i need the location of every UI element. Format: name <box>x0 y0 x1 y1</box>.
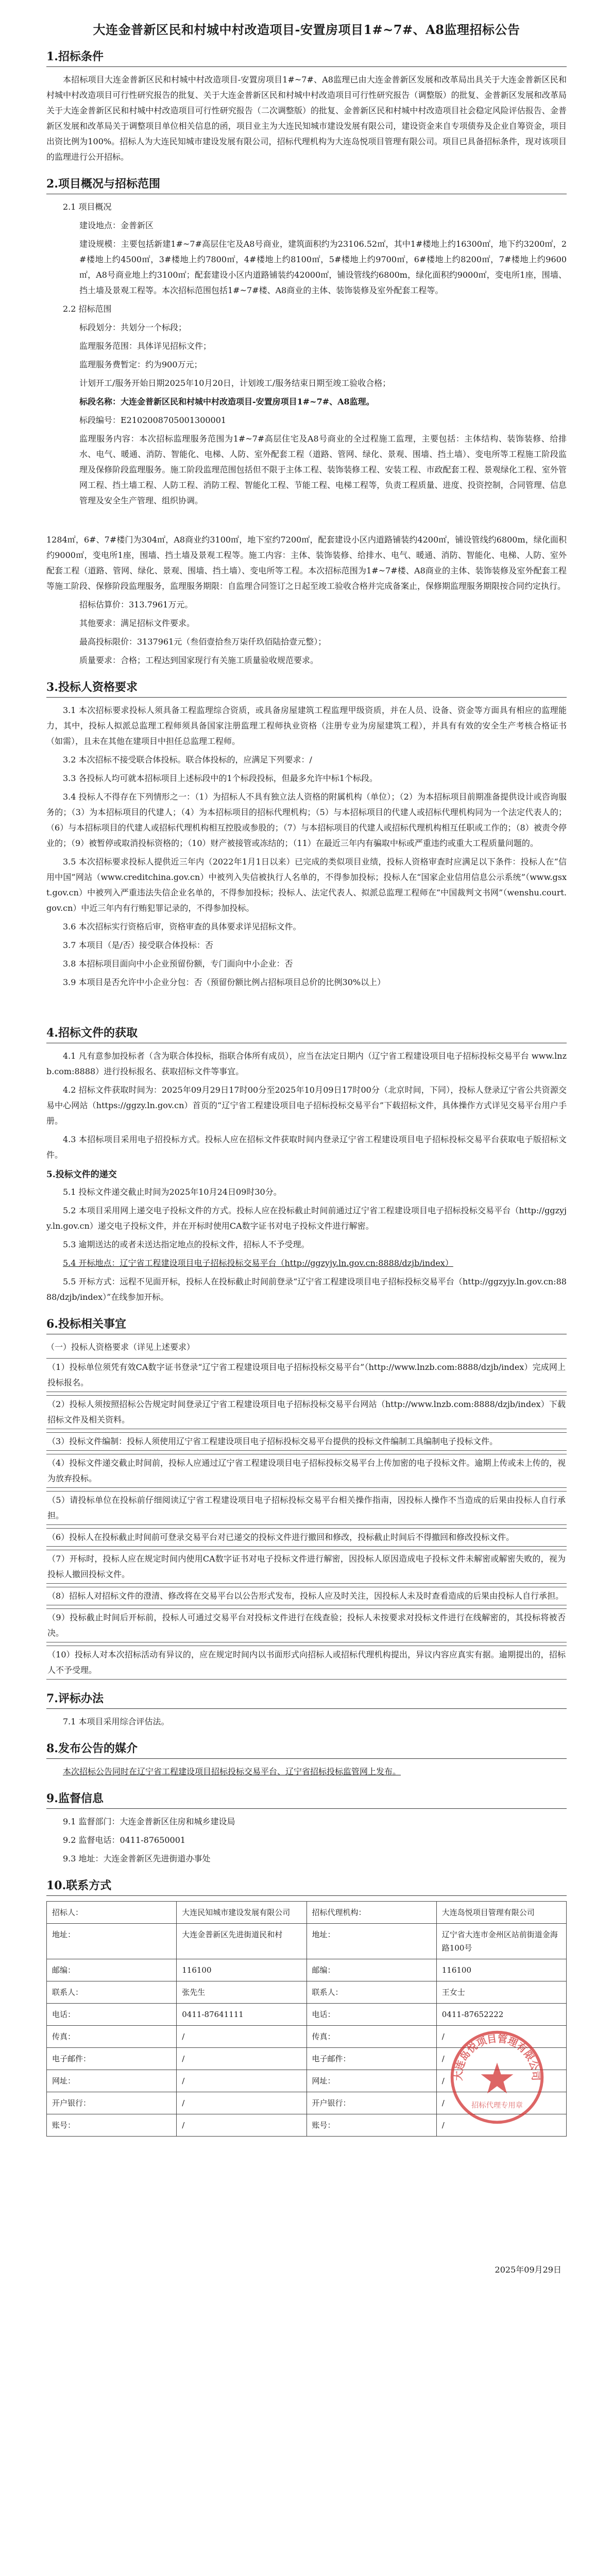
other-requirements: 其他要求：满足招标文件要求。 <box>79 618 195 628</box>
section-heading-1: 1.招标条件 <box>46 45 567 67</box>
supervision-department: 9.1 监督部门：大连金普新区住房和城乡建设局 <box>63 1817 235 1826</box>
contact-value: 辽宁省大连市金州区站前街道金海路100号 <box>436 1924 566 1959</box>
page-title: 大连金普新区民和村城中村改造项目-安置房项目1#~7#、A8监理招标公告 <box>93 22 520 37</box>
obtain-doc-4-1: 4.1 凡有意参加投标者（含为联合体投标，指联合体所有成员），应当在法定日期内（辽宁省工程建设项目电子招标投标交易平台 www.lnzb.com:8888）进行投标报名、获取招标文件等事宜。 <box>46 1051 567 1076</box>
qualification-3-9: 3.9 本项目是否允许中小企业分包：否（预留份额比例占招标项目总价的比例30%以上） <box>63 977 386 987</box>
service-schedule: 计划开工/服务开始日期2025年10月20日，计划竣工/服务结束日期至竣工验收合格； <box>79 378 391 388</box>
company-seal-icon <box>448 2028 546 2126</box>
contact-label: 开户银行： <box>306 2092 436 2114</box>
bid-matter-item: （4）投标文件递交截止时间前，投标人应通过辽宁省工程建设项目电子招标投标交易平台上传加密的电子投标文件。逾期上传或未上传的，视为放弃投标。 <box>46 1454 567 1488</box>
contact-label: 电话： <box>47 2004 177 2026</box>
contact-label: 电子邮件： <box>306 2048 436 2070</box>
qualification-3-6: 3.6 本次招标实行资格后审，资格审查的具体要求详见招标文件。 <box>63 922 301 931</box>
contact-row <box>47 1959 567 1981</box>
section-heading-3: 3.投标人资格要求 <box>46 675 567 698</box>
contact-label: 网址： <box>47 2070 177 2092</box>
lot-name: 标段名称：大连金普新区民和村城中村改造项目-安置房项目1#~7#、A8监理。 <box>79 397 374 406</box>
contact-row <box>47 1981 567 2004</box>
submission-5-3: 5.3 逾期送达的或者未送达指定地点的投标文件，招标人不予受理。 <box>63 1240 310 1249</box>
qualification-3-3: 3.3 各投标人均可就本招标项目上述标段中的1个标段投标，但最多允许中标1个标段。 <box>63 773 378 783</box>
subheading-submission: 5.投标文件的递交 <box>46 1170 117 1180</box>
contact-value: / <box>177 2026 306 2048</box>
section-heading-6: 6.投标相关事宜 <box>46 1312 567 1334</box>
bid-matters-intro: （一）投标人资格要求（详见上述要求） <box>46 1342 195 1352</box>
bid-matter-item: （8）招标人对招标文件的澄清、修改将在交易平台以公告形式发布，投标人应及时关注，因投标人未及时查看造成的后果由投标人自行承担。 <box>46 1587 567 1605</box>
estimated-price: 招标估算价：313.7961万元。 <box>79 600 193 609</box>
bid-matter-item: （9）投标截止时间后开标前，投标人可通过交易平台对投标文件进行在线查验；投标人未按要求对投标文件进行在线解密的，其投标将被否决。 <box>46 1608 567 1642</box>
contact-label: 招标代理机构： <box>306 1902 436 1924</box>
submission-5-1: 5.1 投标文件递交截止时间为2025年10月24日09时30分。 <box>63 1187 282 1197</box>
svg-text:招标代理专用章: 招标代理专用章 <box>471 2101 523 2110</box>
contact-value: 大连金普新区先进街道民和村 <box>177 1924 306 1959</box>
contact-row <box>47 1924 567 1959</box>
section-heading-4: 4.招标文件的获取 <box>46 1021 567 1043</box>
contact-value: / <box>177 2092 306 2114</box>
bid-matter-item: （6）投标人在投标截止时间前可登录交易平台对已递交的投标文件进行撤回和修改，投标截止时间后不得撤回和修改投标文件。 <box>46 1528 567 1547</box>
quality-requirement: 质量要求：合格；工程达到国家现行有关施工质量验收规范要求。 <box>79 655 319 665</box>
service-fee: 监理服务费暂定：约为900万元； <box>79 360 202 369</box>
section-heading-8: 8.发布公告的媒介 <box>46 1737 567 1759</box>
subheading-tender-scope: 2.2 招标范围 <box>63 304 112 314</box>
contact-value: / <box>436 2026 566 2048</box>
contact-label: 电话： <box>306 2004 436 2026</box>
contact-value: / <box>436 2114 566 2137</box>
bid-matter-item: （5）请投标单位在投标前仔细阅读辽宁省工程建设项目电子招标投标交易平台相关操作指南，因投标人操作不当造成的后果由投标人自行承担。 <box>46 1491 567 1525</box>
contact-value: 0411-87652222 <box>436 2004 566 2026</box>
contact-label: 账号： <box>47 2114 177 2137</box>
contact-row <box>47 2004 567 2026</box>
qualification-3-4: 3.4 投标人不得存在下列情形之一：（1）为招标人不具有独立法人资格的附属机构（单位）；（2）为本招标项目前期准备提供设计或咨询服务的；（3）为本招标项目的代建人；（4）为本招标项目的招标代理机构；（5）与本招标项目的代建人或招标代理机构同为一个法定代表人的；（6）与本招标项目的代建人或招标代理机构相互控股或参股的；（7）与本招标项目的代建人或招标代理机构相互任职或工作的；（8）被责令停业的；（9）被暂停或取消投标资格的；（10）财产被接管或冻结的；（11）在最近三年内有骗取中标或严重违约或重大工程质量问题的。 <box>46 792 567 848</box>
supervision-address: 9.3 地址：大连金普新区先进街道办事处 <box>63 1854 211 1863</box>
contact-label: 开户银行： <box>47 2092 177 2114</box>
contact-value: / <box>436 2048 566 2070</box>
submission-5-2: 5.2 本项目采用网上递交电子投标文件的方式。投标人应在投标截止时间前通过辽宁省工程建设项目电子招标投标交易平台（http://ggzyjy.ln.gov.cn）递交电子投标文件，并在开标时使用CA数字证书对电子投标文件进行解密。 <box>46 1206 567 1231</box>
bid-matter-item: （2）投标人须按照招标公告规定时间登录辽宁省工程建设项目电子招标投标交易平台网站（http://www.lnzb.com:8888/dzjb/index）下载招标文件及相关资料。 <box>46 1395 567 1429</box>
bid-matter-item: （1）投标单位须凭有效CA数字证书登录“辽宁省工程建设项目电子招标投标交易平台”（http://www.lnzb.com:8888/dzjb/index）完成网上投标报名。 <box>46 1358 567 1392</box>
contact-value: / <box>177 2070 306 2092</box>
supervision-phone: 9.2 监督电话：0411-87650001 <box>63 1835 186 1845</box>
section-heading-2: 2.项目概况与招标范围 <box>46 172 567 194</box>
obtain-doc-4-3: 4.3 本招标项目采用电子招投标方式。投标人应在招标文件获取时间内登录辽宁省工程建设项目电子招标投标交易平台获取电子版招标文件。 <box>46 1134 567 1160</box>
contact-value: 116100 <box>177 1959 306 1981</box>
contact-value: / <box>436 2092 566 2114</box>
submission-5-5: 5.5 开标方式：远程不见面开标，投标人在投标截止时间前登录“辽宁省工程建设项目电子招标投标交易平台（http://ggzyjy.ln.gov.cn:8888/dzjb/index）”在线参加开标。 <box>46 1277 567 1302</box>
contact-value: / <box>177 2048 306 2070</box>
contact-value: 王女士 <box>436 1981 566 2004</box>
contact-label: 网址： <box>306 2070 436 2092</box>
contact-value: 大连岛悦项目管理有限公司 <box>436 1902 566 1924</box>
lot-service-content: 监理服务内容：本次招标监理服务范围为1#~7#高层住宅及A8号商业的全过程施工监理，主要包括：主体结构、装饰装修、给排水、电气、暖通、消防、智能化、电梯、人防、室外配套工程（道路、管网、绿化、景观、围墙、挡土墙）、变电所等工程施工阶段监理及保修阶段监理服务。施工阶段监理范围包括但不限于主体工程、装饰装修工程、安装工程、市政配套工程、景观绿化工程、室外管网工程、挡土墙工程、人防工程、消防工程、智能化工程、节能工程、电梯工程等，负责工程质量、进度、投资控制，合同管理、信息管理及安全生产管理、组织协调。 <box>79 434 567 505</box>
service-scope: 监理服务范围：具体详见招标文件； <box>79 341 212 351</box>
contact-label: 传真： <box>47 2026 177 2048</box>
publication-media: 本次招标公告同时在辽宁省工程建设项目招标投标交易平台、辽宁省招标投标监管网上发布。 <box>63 1767 401 1776</box>
contact-value: 116100 <box>436 1959 566 1981</box>
contact-value: 大连民知城市建设发展有限公司 <box>177 1902 306 1924</box>
qualification-3-7: 3.7 本项目（是/否）接受联合体投标：否 <box>63 940 213 950</box>
qualification-3-2: 3.2 本次招标不接受联合体投标。联合体投标的，应满足下列要求：/ <box>63 755 312 765</box>
bid-matter-item: （3）投标文件编制：投标人须使用辽宁省工程建设项目电子招标投标交易平台提供的投标文件编制工具编制电子投标文件。 <box>46 1432 567 1451</box>
contact-label: 邮编： <box>47 1959 177 1981</box>
qualification-3-8: 3.8 本招标项目面向中小企业预留份额，专门面向中小企业：否 <box>63 959 293 969</box>
evaluation-method: 7.1 本项目采用综合评估法。 <box>63 1717 169 1726</box>
contact-label: 电子邮件： <box>47 2048 177 2070</box>
contact-label: 账号： <box>306 2114 436 2137</box>
contact-value: 张先生 <box>177 1981 306 2004</box>
contact-value: / <box>177 2114 306 2137</box>
contact-value: 0411-87641111 <box>177 2004 306 2026</box>
contact-label: 地址： <box>306 1924 436 1959</box>
construction-scale: 建设规模：主要包括新建1#~7#高层住宅及A8号商业，建筑面积约为23106.52㎡，其中1#楼地上约16300㎡，地下约3200㎡，2#楼地上约4500㎡，3#楼地上约7800㎡，4#楼地上约8100㎡，5#楼地上约9700㎡，6#楼地上约8200㎡，7#楼地上约9600㎡，A8号商业地上约3100㎡；配套建设小区内道路铺装约42000㎡，铺设管线约6800m，绿化面积约9000㎡，变电所1座，围墙、挡土墙及景观工程等。本次招标范围包括1#~7#楼、A8商业的主体、装饰装修及室外配套工程等。 <box>79 239 567 295</box>
contact-label: 联系人： <box>47 1981 177 2004</box>
bid-opening-location-link[interactable]: 5.4 开标地点：辽宁省工程建设项目电子招标投标交易平台（http://ggzyjy.ln.gov.cn:8888/dzjb/index） <box>63 1258 453 1268</box>
contact-label: 招标人： <box>47 1902 177 1924</box>
bid-matter-item: （7）开标时，投标人应在规定时间内使用CA数字证书对电子投标文件进行解密，因投标人原因造成电子投标文件未解密或解密失败的，视为投标人撤回投标文件。 <box>46 1550 567 1584</box>
svg-text:大连岛悦项目管理有限公司: 大连岛悦项目管理有限公司 <box>453 2033 541 2081</box>
contact-label: 邮编： <box>306 1959 436 1981</box>
contact-row <box>47 1902 567 1924</box>
contact-value: / <box>436 2070 566 2092</box>
contact-label: 地址： <box>47 1924 177 1959</box>
construction-location: 建设地点：金普新区 <box>79 221 154 230</box>
tender-conditions-text: 本招标项目大连金普新区民和村城中村改造项目-安置房项目1#~7#、A8监理已由大连金普新区发展和改革局出具关于大连金普新区民和村城中村改造项目可行性研究报告的批复、关于大连金普新区民和村城中村改造项目可行性研究报告（调整版）的批复、金普新区发展和改革局关于大连金普新区民和村城中村改造项目可行性研究报告（二次调整版）的批复、金普新区民和村城中村改造项目社会稳定风险评估报告、金普新区发展和改革局关于调整项目单位相关信息的函，项目业主为大连民知城市建设发展有限公司，建设资金来自专项债券及企业自筹资金，项目出资比例为100%。招标人为大连民知城市建设发展有限公司，招标代理机构为大连岛悦项目管理有限公司。项目已具备招标条件，现对该项目的监理进行公开招标。 <box>46 75 567 162</box>
section-heading-9: 9.监督信息 <box>46 1787 567 1809</box>
subheading-project-overview: 2.1 项目概况 <box>63 202 112 212</box>
obtain-doc-4-2: 4.2 招标文件获取时间为：2025年09月29日17时00分至2025年10月09日17时00分（北京时间，下同），投标人登录辽宁省公共资源交易中心网站（https://ggzy.ln.gov.cn）首页的“辽宁省工程建设项目电子招标投标交易平台”下载招标文件，具体操作方式详见交易平台用户手册。 <box>46 1085 567 1126</box>
lot-code: 标段编号：E2102008705001300001 <box>79 415 227 425</box>
overview-continued: 1284㎡，6#、7#楼门为304㎡，A8商业约3100㎡，地下室约7200㎡，配套建设小区内道路铺装约4200㎡，铺设管线约6800m，绿化面积约9000㎡，变电所1座，围墙、挡土墙及景观工程等。施工内容：主体、装饰装修、给排水、电气、暖通、消防、智能化、电梯、人防、室外配套工程（道路、管网、绿化、景观、围墙、挡土墙）、变电所等工程。本次招标范围为1#~7#楼、A8商业的主体、装饰装修及室外配套工程等施工阶段、保修阶段监理服务，监理服务期限：自监理合同签订之日起至竣工验收合格并完成备案止，保修期监理服务期限按合同约定执行。 <box>46 535 567 591</box>
qualification-3-1: 3.1 本次招标要求投标人须具备工程监理综合资质，或具备房屋建筑工程监理甲级资质，并在人员、设备、资金等方面具有相应的监理能力，其中，投标人拟派总监理工程师须具备国家注册监理工程师执业资格（注册专业为房屋建筑工程），并具有有效的安全生产考核合格证书（如需），且未在其他在建项目中担任总监理工程师。 <box>46 705 567 746</box>
bid-matter-item: （10）投标人对本次招标活动有异议的，应在规定时间内以书面形式向招标人或招标代理机构提出，异议内容应真实有据。逾期提出的，招标人不予受理。 <box>46 1646 567 1680</box>
contact-label: 传真： <box>306 2026 436 2048</box>
announcement-date: 2025年09月29日 <box>495 2265 561 2275</box>
qualification-3-5: 3.5 本次招标要求投标人提供近三年内（2022年1月1日以来）已完成的类似项目业绩，投标人资格审查时应满足以下条件：投标人在“信用中国”网站（www.creditchina.gov.cn）中被列入失信被执行人名单的，不得参加投标；投标人在“国家企业信用信息公示系统”（www.gsxt.gov.cn）中被列入严重违法失信企业名单的，不得参加投标；投标人、法定代表人、拟派总监理工程师在“中国裁判文书网”（wenshu.court.gov.cn）中近三年内有行贿犯罪记录的，不得参加投标。 <box>46 857 567 913</box>
section-division: 标段划分：共划分一个标段； <box>79 323 187 332</box>
section-heading-7: 7.评标办法 <box>46 1687 567 1709</box>
max-bid-price: 最高投标限价：3137961元（叁佰壹拾叁万柒仟玖佰陆拾壹元整）； <box>79 637 327 647</box>
contact-label: 联系人： <box>306 1981 436 2004</box>
section-heading-10: 10.联系方式 <box>46 1874 567 1896</box>
